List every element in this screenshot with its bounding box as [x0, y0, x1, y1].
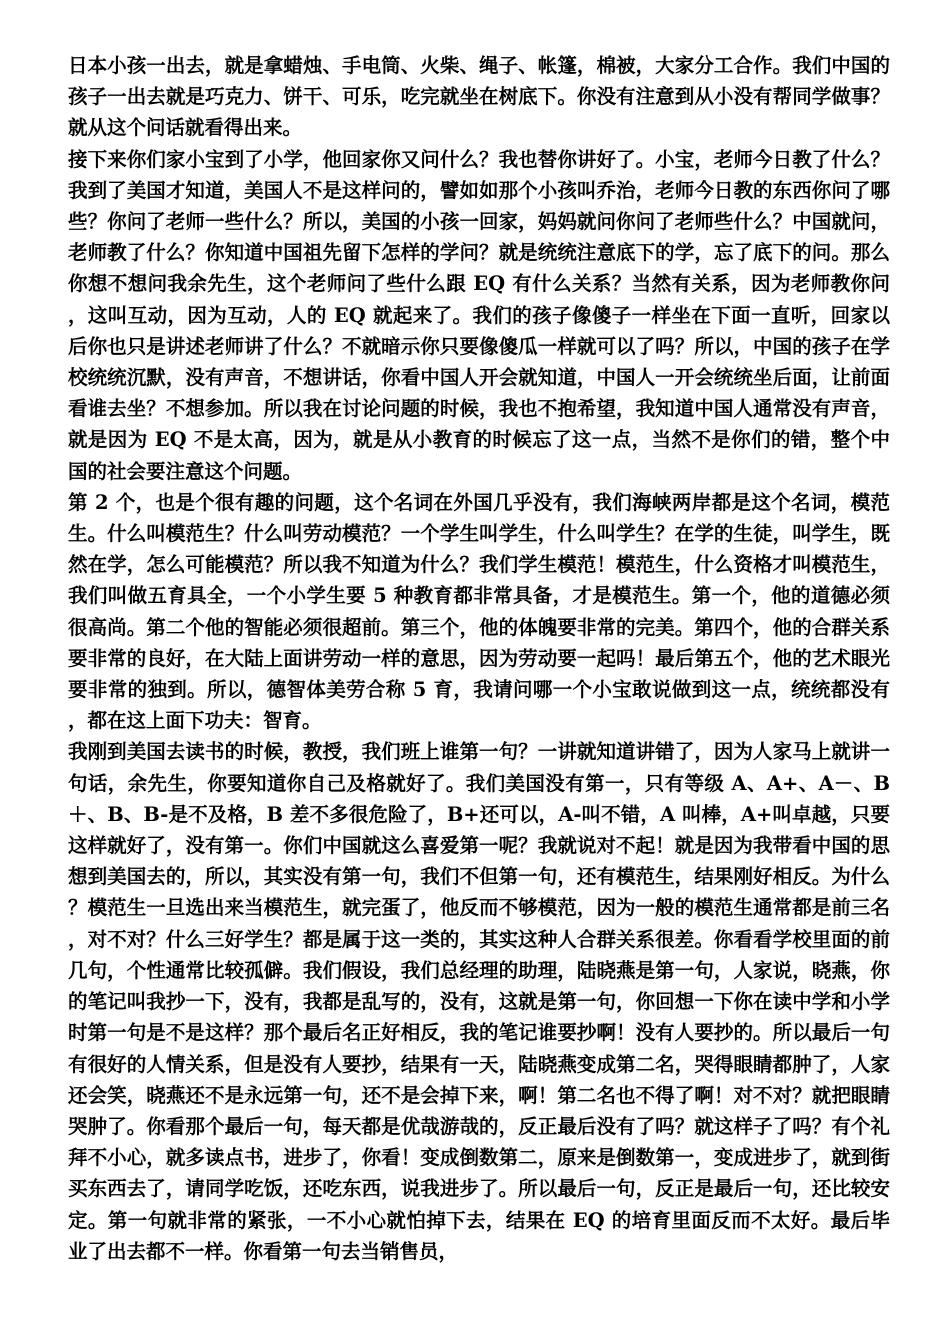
paragraph-first-place: 我刚到美国去读书的时候，教授，我们班上谁第一句？一讲就知道讲错了，因为人家马上就讲一句话，余先生，你要知道你自己及格就好了。我们美国没有第一，只有等级 A、A+、A－、B＋、B、B-是不及格，B 差不多很危险了，B+还可以，A-叫不错，A 叫棒，A+叫卓越，只要这样就好了，没有第一。你们中国就这么喜爱第一呢？我就说对不起！就是因为我带看中国的思想到美国去的，所以，其实没有第一句，我们不但第一句，还有模范生，结果刚好相反。为什么？模范生一旦选出来当模范生，就完蛋了，他反而不够模范，因为一般的模范生通常都是前三名，对不对？什么三好学生？都是属于这一类的，其实这种人合群关系很差。你看看学校里面的前几句，个性通常比较孤僻。我们假设，我们总经理的助理，陆晓燕是第一句，人家说，晓燕，你的笔记叫我抄一下，没有，我都是乱写的，没有，这就是第一句，你回想一下你在读中学和小学时第一句是不是这样？那个最后名正好相反，我的笔记谁要抄啊！没有人要抄的。所以最后一句有很好的人情关系，但是没有人要抄，结果有一天，陆晓燕变成第二名，哭得眼睛都肿了，人家还会笑，晓燕还不是永远第一句，还不是会掉下来，啊！第二名也不得了啊！对不对？就把眼睛哭肿了。你看那个最后一句，每天都是优哉游哉的，反正最后没有了吗？就这样子了吗？有个礼拜不小心，就多读点书，进步了，你看！变成倒数第二，原来是倒数第一，变成进步了，就到街 买东西去了，请同学吃饭，还吃东西，说我进步了。所以最后一句，反正是最后一句，还比较安定。第一句就非常的紧张，一不小心就怕掉下去，结果在 EQ 的培育里面反而不太好。最后毕业了出去都不一样。你看第一句去当销售员， — [68, 740, 890, 1263]
paragraph-japanese-vs-chinese-kids: 日本小孩一出去，就是拿蜡烛、手电筒、火柴、绳子、帐篷，棉被，大家分工合作。我们中国的孩子一出去就是巧克力、饼干、可乐，吃完就坐在树底下。你没有注意到从小没有帮同学做事？就从这个问话就看得出来。 — [68, 54, 890, 140]
paragraph-model-student: 第 2 个，也是个很有趣的问题，这个名词在外国几乎没有，我们海峡两岸都是这个名词，模范生。什么叫模范生？什么叫劳动模范？一个学生叫学生，什么叫学生？在学的生徒，叫学生，既然在学，怎么可能模范？所以我不知道为什么？我们学生模范！模范生，什么资格才叫模范生，我们叫做五育具全，一个小学生要 5 种教育都非常具备，才是模范生。第一个，他的道德必须很高尚。第二个他的智能必须很超前。第三个，他的体魄要非常的完美。第四个，他的合群关系要非常的良好，在大陆上面讲劳动一样的意思，因为劳动要一起吗！最后第五个，他的艺术眼光要非常的独到。所以，德智体美劳合称 5 育，我请问哪一个小宝敢说做到这一点，统统都没有，都在这上面下功夫：智育。 — [68, 490, 890, 733]
document-page — [68, 50, 890, 1267]
paragraph-what-teacher-taught: 接下来你们家小宝到了小学，他回家你又问什么？我也替你讲好了。小宝，老师今日教了什么？我到了美国才知道，美国人不是这样问的，譬如如那个小孩叫乔治，老师今日教的东西你问了哪些？你问了老师一些什么？所以，美国的小孩一回家，妈妈就问你问了老师些什么？中国就问，老师教了什么？你知道中国祖先留下怎样的学问？就是统统注意底下的学，忘了底下的问。那么你想不想问我余先生，这个老师问了些什么跟 EQ 有什么关系？当然有关系，因为老师教你问，这叫互动，因为互动，人的 EQ 就起来了。我们的孩子像傻子一样坐在下面一直听，回家以后你也只是讲述老师讲了什么？不就暗示你只要像傻瓜一样就可以了吗？所以，中国的孩子在学校统统沉默，没有声音，不想讲话，你看中国人开会就知道，中国人一开会统统坐后面，让前面看谁去坐？不想参加。所以我在讨论问题的时候，我也不抱希望，我知道中国人通常没有声音，就是因为 EQ 不是太高，因为，就是从小教育的时候忘了这一点，当然不是你们的错，整个中国的社会要注意这个问题。 — [68, 147, 890, 483]
